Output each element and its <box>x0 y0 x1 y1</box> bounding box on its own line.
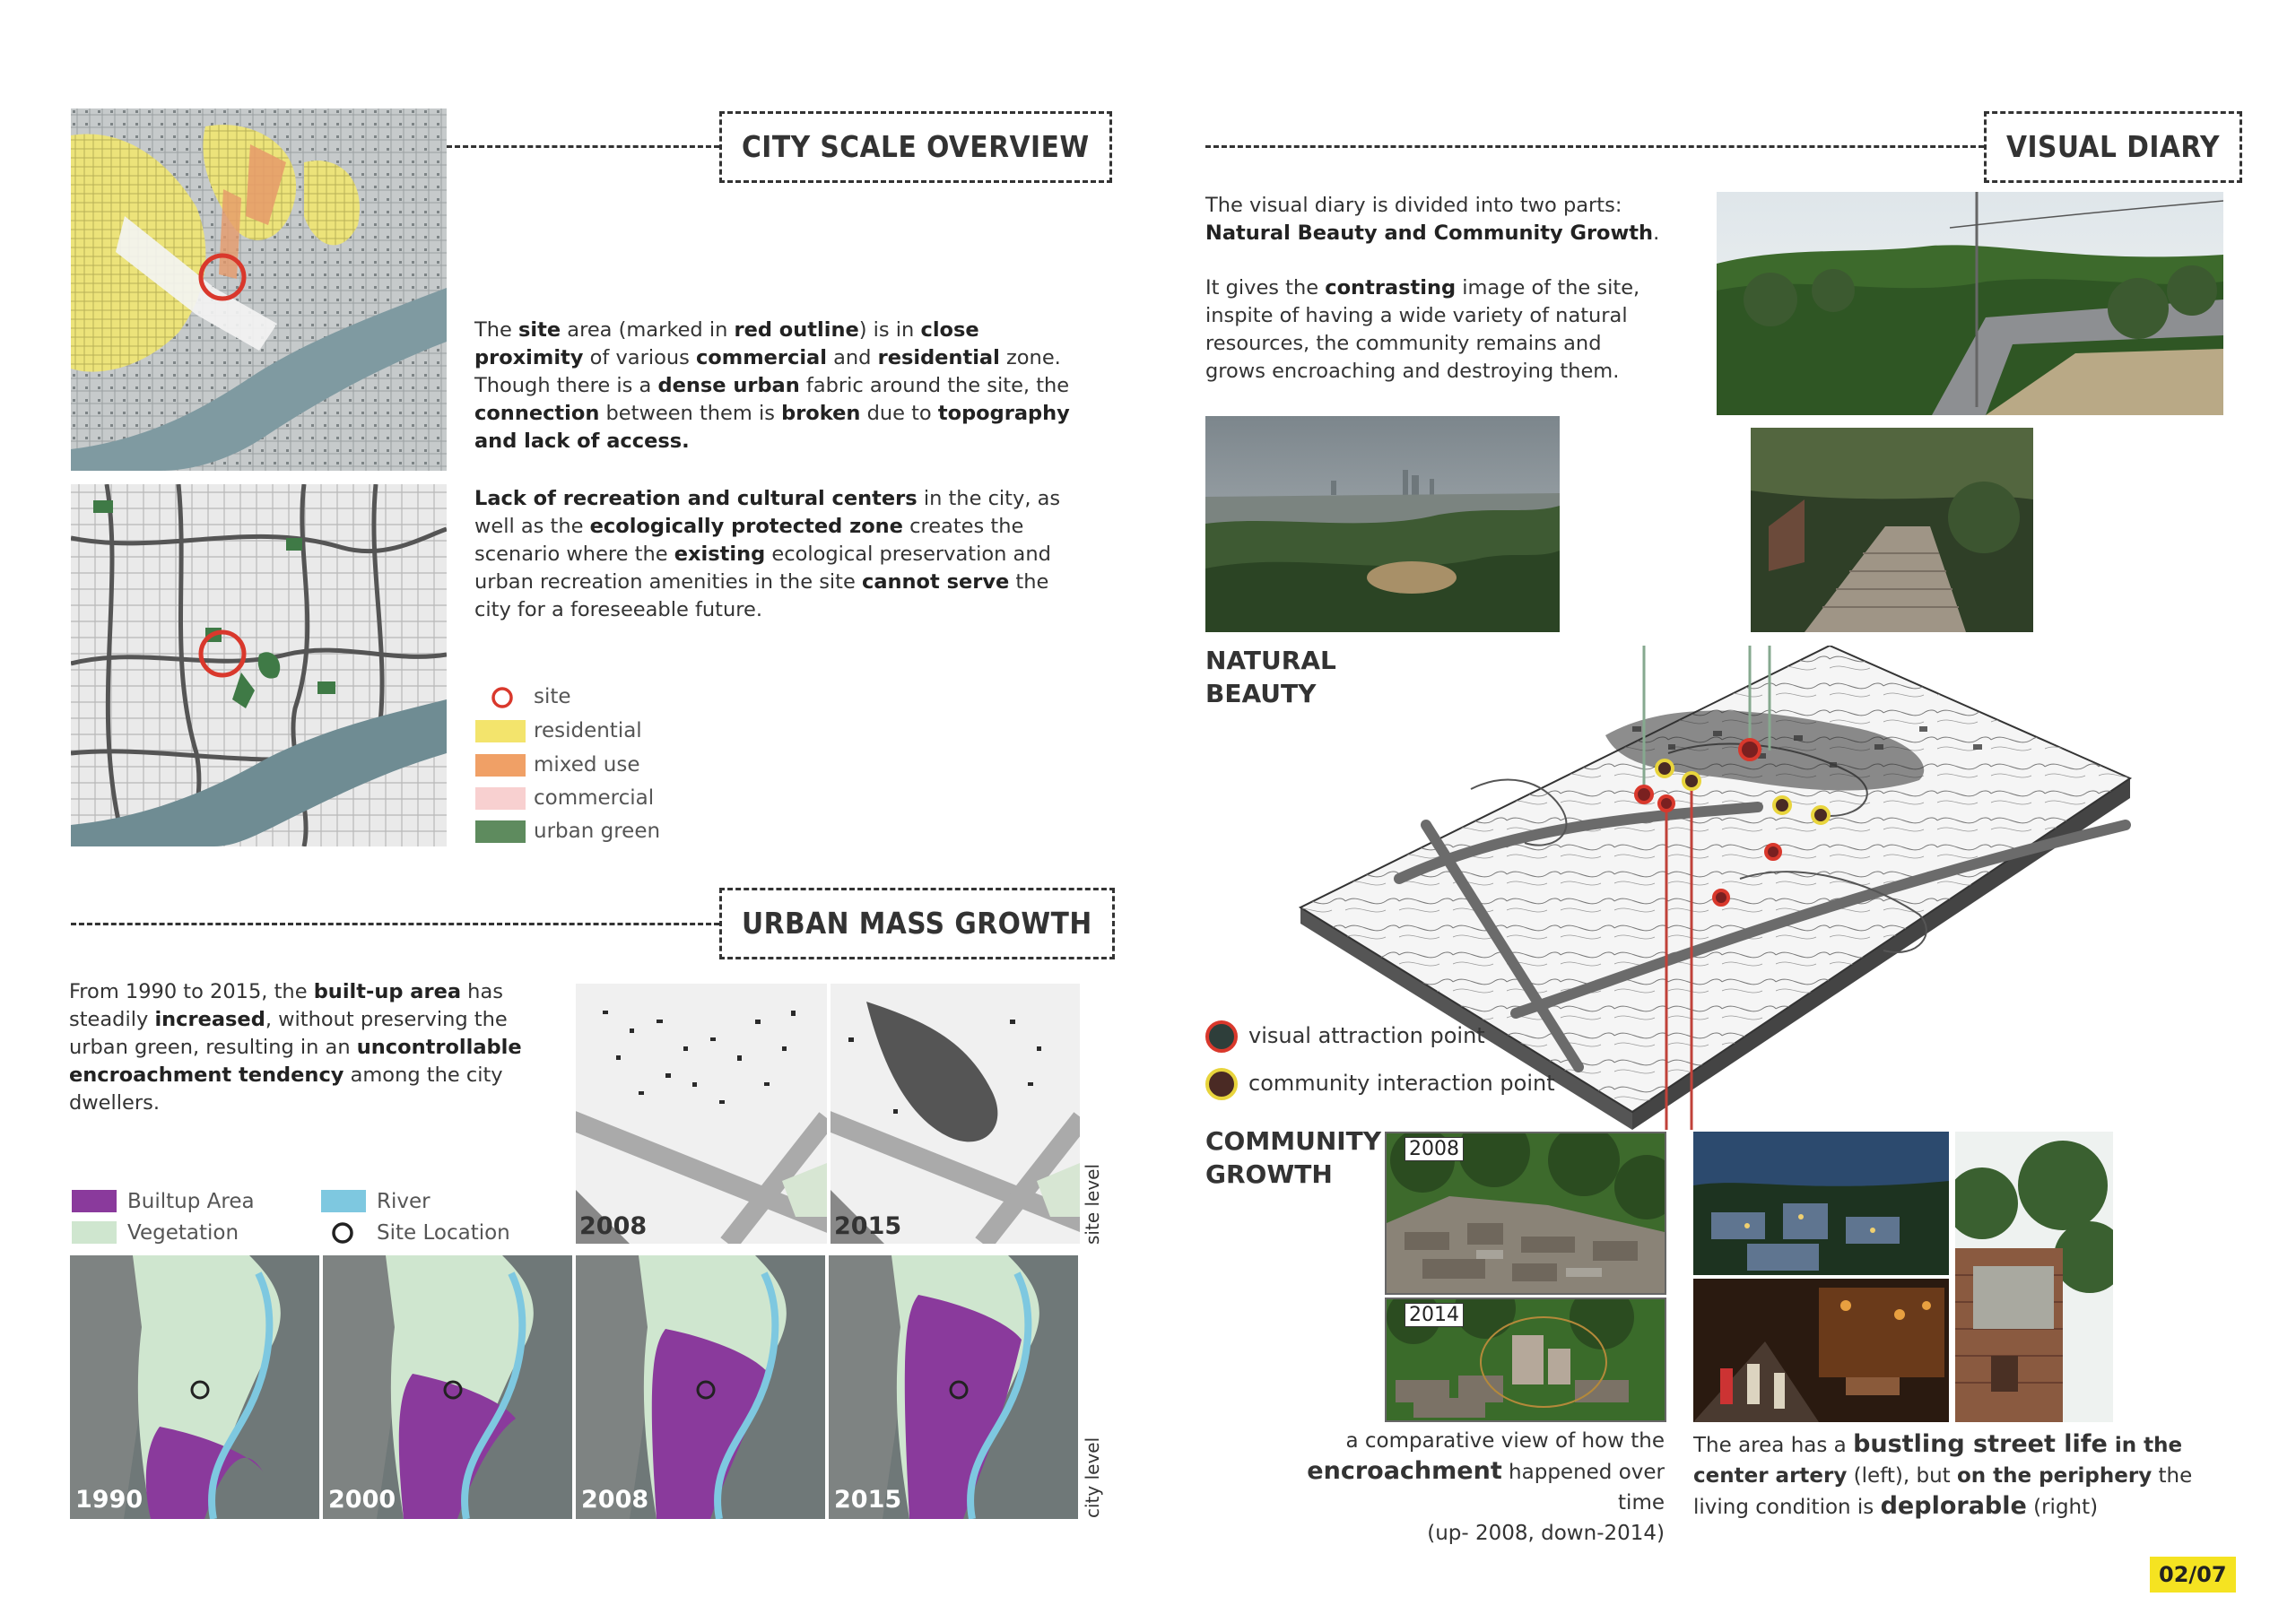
legend-label: visual attraction point <box>1248 1023 1485 1048</box>
year-label: 2008 <box>581 1486 649 1514</box>
legend-label: site <box>534 685 571 708</box>
site-location-icon <box>330 1220 355 1245</box>
caption-encroachment: a comparative view of how the encroachment happened over time (up- 2008, down-2014) <box>1307 1429 1665 1545</box>
site-marker-icon <box>490 685 515 710</box>
legend-swatch <box>475 820 526 843</box>
legend-label: residential <box>534 719 642 742</box>
legend-label: Builtup Area <box>127 1190 255 1213</box>
legend-swatch <box>72 1221 117 1244</box>
natural-beauty-label: NATURAL BEAUTY <box>1205 646 1336 708</box>
photo-year-label: 2008 <box>1405 1137 1464 1161</box>
photo-year-label: 2014 <box>1405 1303 1464 1327</box>
visual-diary-intro-1: The visual diary is divided into two parts: Natural Beauty and Community Growth. <box>1205 194 1660 245</box>
legend-label: mixed use <box>534 753 640 777</box>
legend-swatch <box>475 754 526 777</box>
city-level-map <box>829 1255 1078 1519</box>
community-interaction-icon <box>1204 1066 1239 1102</box>
legend-label: urban green <box>534 820 661 843</box>
year-label: 2015 <box>834 1486 902 1514</box>
page-number: 02/07 <box>2150 1557 2236 1593</box>
legend-label: River <box>377 1190 430 1213</box>
year-label: 2008 <box>579 1212 648 1240</box>
legend-label: Site Location <box>377 1221 510 1245</box>
legend-swatch <box>475 720 526 742</box>
year-label: 1990 <box>75 1486 144 1514</box>
legend-label: Vegetation <box>127 1221 239 1245</box>
city-scale-title: CITY SCALE OVERVIEW <box>719 111 1112 183</box>
site-level-label <box>1080 1157 1107 1246</box>
year-label: 2000 <box>328 1486 396 1514</box>
urban-mass-title: URBAN MASS GROWTH <box>719 888 1115 959</box>
visual-diary-intro-2: It gives the contrasting image of the site, inspite of having a wide variety of natural resources, the community remains and grows encroaching and destroying them. <box>1205 276 1640 383</box>
street-photo-dusk <box>1693 1132 1949 1275</box>
land-use-map <box>71 108 447 471</box>
city-level-map <box>323 1255 572 1519</box>
street-photo-market <box>1693 1279 1949 1422</box>
community-growth-label: COMMUNITY GROWTH <box>1205 1126 1382 1189</box>
street-network-map <box>71 484 447 846</box>
landscape-photo-stairs <box>1751 428 2033 632</box>
city-level-map <box>576 1255 825 1519</box>
legend-label: community interaction point <box>1248 1071 1555 1096</box>
caption-street-life: The area has a bustling street life in the center artery (left), but on the periphery the living condition is deplorable (right) <box>1693 1430 2193 1520</box>
city-level-text: city level <box>1082 1436 1103 1518</box>
section-rule <box>1205 145 1984 148</box>
city-scale-paragraph-2: Lack of recreation and cultural centers in the city, as well as the ecologically protected zone creates the scenario where the existing ecological preservation and urban recreation amenities in the site cannot serve the city for a foreseeable future. <box>474 487 1061 621</box>
site-level-map-2008 <box>576 984 827 1244</box>
section-rule <box>447 145 719 148</box>
visual-diary-title: VISUAL DIARY <box>1984 111 2242 183</box>
city-scale-paragraph-1: The site area (marked in red outline) is in close proximity of various commercial and residential zone. Though there is a dense urban fabric around the site, the connection between them is broken due to topography and lack of access. <box>474 318 1070 453</box>
site-level-map-2015 <box>831 984 1080 1244</box>
legend-swatch <box>321 1190 366 1212</box>
city-level-label <box>1080 1430 1107 1520</box>
periphery-photo <box>1955 1132 2113 1422</box>
community-photo-2008 <box>1385 1132 1666 1295</box>
community-photo-2014 <box>1385 1298 1666 1422</box>
visual-attraction-icon <box>1204 1019 1239 1055</box>
landscape-photo-city-view <box>1205 416 1560 632</box>
landscape-photo-highway <box>1717 192 2223 415</box>
year-label: 2015 <box>834 1212 902 1240</box>
site-level-text: site level <box>1082 1163 1103 1245</box>
section-rule <box>71 923 719 925</box>
legend-swatch <box>72 1190 117 1212</box>
legend-swatch <box>475 787 526 810</box>
urban-mass-paragraph: From 1990 to 2015, the built-up area has steadily increased, without preserving the urban green, resulting in an uncontrollable encroachment tendency among the city dwellers. <box>69 980 522 1115</box>
legend-label: commercial <box>534 786 655 810</box>
city-level-map <box>70 1255 319 1519</box>
